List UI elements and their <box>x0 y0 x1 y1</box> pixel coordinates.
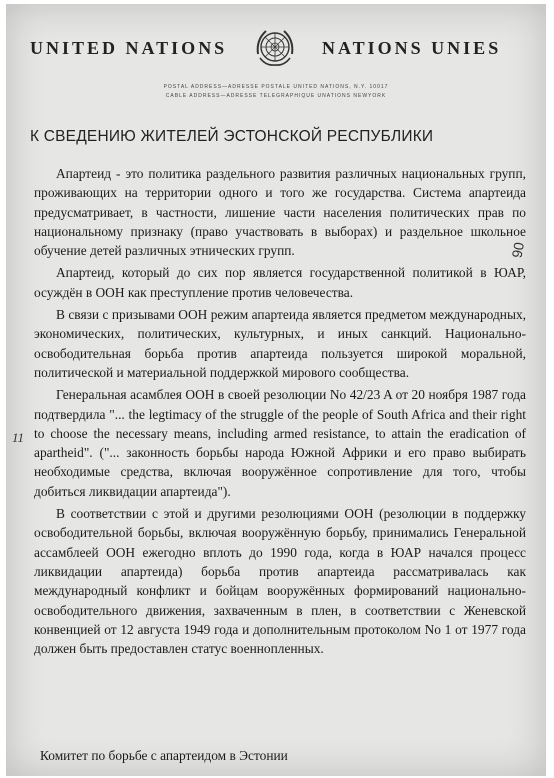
letterhead <box>6 26 546 76</box>
signature-line: Комитет по борьбе с апартеидом в Эстонии <box>40 748 288 763</box>
un-emblem-icon <box>254 26 296 68</box>
document-page <box>6 4 546 776</box>
document-title: К СВЕДЕНИЮ ЖИТЕЛЕЙ ЭСТОНСКОЙ РЕСПУБЛИКИ <box>30 128 434 145</box>
paragraph-resolution: Генеральная асамблея ООН в своей резолюции No 42/23 A от 20 ноября 1987 года подтвердила "... the legtimacy of the struggle of the people of South Africa and their right to choose the necessary means, including armed resistance, to attain the eradication of apartheid". ("... законность борьбы народа Южной Африки и его право выбирать необходимые средства, включая вооружённое сопротивление для того, чтобы добиться ликвидации апартеида"). <box>34 387 526 499</box>
letterhead-french: NATIONS UNIES <box>322 38 502 58</box>
paragraph-apartheid-definition: Апартеид - это политика раздельного развития различных национальных групп, проживающих на территории одного и того же государства. Система апартеида предусматривает, в частности, лишение части населения политических прав по национальному признаку (право участвовать в выборах) и раздельное школьное обучение детей различных этнических групп. <box>34 166 526 259</box>
paragraph-condemnation: Апартеид, который до сих пор является государственной политикой в ЮАР, осуждён в ООН как преступление против человечества. <box>34 265 526 300</box>
letterhead-english: UNITED NATIONS <box>30 38 228 58</box>
paragraph-armed-conflict: В соответствии с этой и другими резолюциями ООН (резолюции в поддержку освободительной борьбы, включая вооружённую борьбу, принимались Генеральной ассамблеей ООН ежегодно вплоть до 1990 года, когда в ЮАР начался процесс ликвидации апартеида) борьба против апартеида рассматривалась как международный конфликт и бойцам вооружённых формирований национально-освободительного движения, захваченным в плен, в соответствии с Женевской конвенцией от 12 августа 1949 года и дополнительным протоколом No 1 от 1977 года должен быть предоставлен статус военнопленных. <box>34 506 526 657</box>
handwritten-mark: 11 <box>12 430 25 445</box>
paragraph-sanctions: В связи с призывами ООН режим апартеида является предметом международных, экономических, политических, культурных, и иных санкций. Национально-освободительная борьба против апартеида пользуется широкой моральной, политической и материальной поддержкой мирового сообщества. <box>34 307 526 380</box>
margin-number: 90 <box>508 240 528 260</box>
cable-address: CABLE ADDRESS—ADRESSE TELEGRAPHIQUE UNATIONS NEWYORK <box>165 93 387 99</box>
postal-address: POSTAL ADDRESS—ADRESSE POSTALE UNITED NATIONS, N.Y. 10017 <box>163 84 389 90</box>
document-body <box>34 164 526 661</box>
